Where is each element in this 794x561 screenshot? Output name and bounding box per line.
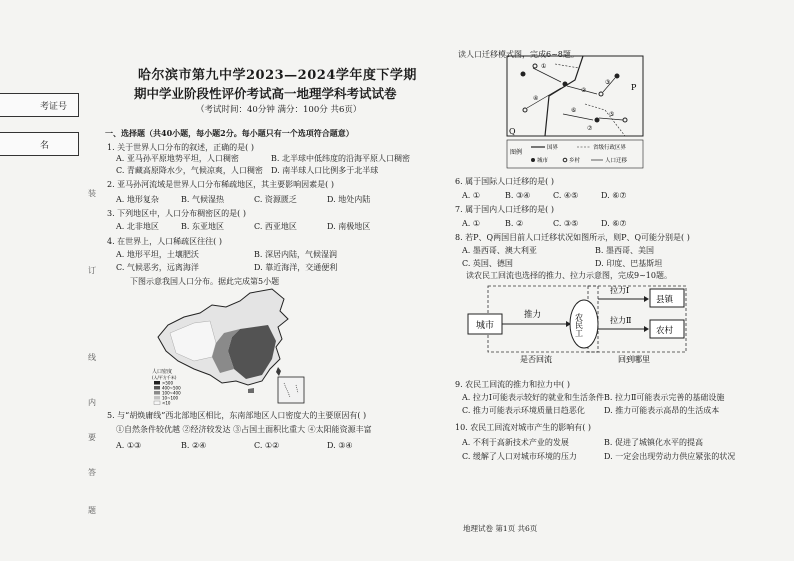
binding-margin <box>0 0 95 561</box>
push-pull-diagram <box>466 273 691 363</box>
legend-swatch-dense <box>154 381 160 385</box>
taiwan-island <box>276 367 281 376</box>
option-c: C. ③⑤ <box>553 219 579 228</box>
legend-swatch <box>154 396 160 400</box>
china-population-map <box>150 285 310 405</box>
option-d: D. ⑥⑦ <box>601 219 627 228</box>
binding-char: 要 <box>88 433 96 442</box>
flow-caption: 读农民工回流也选择的推力、拉力示意图，完成9~10题。 <box>466 271 672 280</box>
option-c: C. 气候恶劣，远离海洋 <box>116 263 199 272</box>
legend-swatch <box>154 401 160 405</box>
legend-province: 省级行政区界 <box>593 145 627 151</box>
question-stem: 8. 若P、Q两国目前人口迁移状况如图所示，则P、Q可能分别是( ) <box>455 233 690 242</box>
option-c: C. 推力可能表示环境质量日趋恶化 <box>462 406 585 415</box>
legend-item: 10~100 <box>162 395 179 401</box>
exam-title-line2: 期中学业阶段性评价考试高一地理学科考试试卷 <box>134 86 397 101</box>
option-c: C. 英国、德国 <box>462 259 513 268</box>
flow-number: ① <box>541 63 547 70</box>
map-caption: 下图示意我国人口分布。据此完成第5小题 <box>130 277 280 286</box>
binding-char: 答 <box>88 468 96 477</box>
legend-item: 400~500 <box>162 385 181 391</box>
exam-number-box[interactable] <box>0 93 79 117</box>
city-marker <box>563 82 568 87</box>
question-stem: 7. 属于国内人口迁移的是( ) <box>455 205 554 214</box>
legend-city: 城市 <box>537 158 549 164</box>
option-c: C. ①② <box>254 441 280 450</box>
question-stem: 5. 与“胡焕庸线”西北部地区相比，东南部地区人口密度大的主要原因有( ) <box>107 411 367 420</box>
farmer-label: 农民工 <box>574 313 584 337</box>
pull1-label: 拉力Ⅰ <box>610 286 630 295</box>
option-d: D. 地处内陆 <box>327 195 371 204</box>
diagram-frame <box>507 56 643 136</box>
option-b: B. 拉力Ⅱ可能表示完善的基础设施 <box>604 393 725 402</box>
option-b: B. ②④ <box>181 441 207 450</box>
village-marker <box>623 118 627 122</box>
pull1-arrowhead <box>644 296 649 302</box>
legend-village: 乡村 <box>569 158 581 164</box>
option-a: A. 地形复杂 <box>116 195 159 204</box>
option-d: D. 靠近海洋，交通便利 <box>254 263 338 272</box>
town-label: 县镇 <box>656 295 674 305</box>
country-label-q: Q <box>509 127 516 136</box>
flow-number: ⑤ <box>609 111 615 118</box>
option-d: D. 印度、巴基斯坦 <box>595 259 663 268</box>
option-d: D. 南半球人口比例多于北半球 <box>271 166 379 175</box>
option-d: D. 推力可能表示高昂的生活成本 <box>604 406 720 415</box>
legend-country: 国界 <box>547 145 559 151</box>
pull2-arrowhead <box>644 326 649 332</box>
option-b: B. 深居内陆，气候湿润 <box>254 250 337 259</box>
option-a: A. ① <box>462 191 481 200</box>
question-stem: 9. 农民工回流的推力和拉力中( ) <box>455 380 570 389</box>
option-a: A. 亚马孙平原地势平坦，人口稠密 <box>116 154 239 163</box>
legend-village-dot <box>563 158 567 162</box>
city-label: 城市 <box>476 321 495 331</box>
option-a: A. ① <box>462 219 481 228</box>
option-a: A. 北非地区 <box>116 222 159 231</box>
village-marker <box>533 64 537 68</box>
legend-item: >500 <box>162 380 173 386</box>
option-b: B. 气候湿热 <box>181 195 224 204</box>
name-label: 名 <box>40 141 50 151</box>
binding-char: 订 <box>88 266 96 275</box>
city-marker <box>615 74 620 79</box>
return-question-label: 是否回流 <box>520 355 552 363</box>
option-a: A. 墨西哥、澳大利亚 <box>462 246 537 255</box>
option-d: D. ③④ <box>327 441 353 450</box>
exam-subtitle: （考试时间：40分钟 满分：100分 共6页） <box>196 105 362 115</box>
option-d: D. 南极地区 <box>327 222 371 231</box>
option-b: B. ③④ <box>505 191 531 200</box>
hainan-island <box>248 388 254 393</box>
option-c: C. ④⑤ <box>553 191 579 200</box>
option-c: C. 缓解了人口对城市环境的压力 <box>462 452 577 461</box>
city-marker <box>595 118 600 123</box>
option-c: C. 西亚地区 <box>254 222 297 231</box>
option-d: D. 一定会出现劳动力供应紧张的状况 <box>604 452 736 461</box>
map-legend-unit: (人/平方千米) <box>152 375 177 380</box>
legend-item: 100~400 <box>162 390 181 396</box>
question-statements: ①自然条件较优越 ②经济较发达 ③占国土面积比重大 ④太阳能资源丰富 <box>116 425 372 434</box>
push-label: 推力 <box>524 310 542 320</box>
option-a: A. 拉力Ⅰ可能表示较好的就业和生活条件 <box>462 393 605 402</box>
legend-swatch <box>154 391 160 395</box>
page-footer: 地理试卷 第1页 共6页 <box>463 524 538 533</box>
option-b: B. 北半球中低纬度的沿海平原人口稠密 <box>271 154 410 163</box>
binding-char: 线 <box>88 353 96 362</box>
legend-city-dot <box>531 158 535 162</box>
flow-number: ④ <box>533 95 539 102</box>
map-legend-title: 人口密度 <box>152 369 173 375</box>
flow-number: ⑦ <box>587 125 593 132</box>
legend-swatch <box>154 386 160 390</box>
binding-char: 题 <box>88 506 96 515</box>
option-a: A. 不利于高新技术产业的发展 <box>462 438 569 447</box>
name-box[interactable] <box>0 132 79 156</box>
question-stem: 6. 属于国际人口迁移的是( ) <box>455 177 554 186</box>
option-b: B. 促进了城镇化水平的提高 <box>604 438 703 447</box>
legend-flow: 人口迁移 <box>605 158 628 164</box>
legend-item: <10 <box>162 400 171 405</box>
flow-number: ② <box>581 87 587 94</box>
city-marker <box>521 72 526 77</box>
question-stem: 4. 在世界上，人口稀疏区往往( ) <box>107 237 222 246</box>
exam-title-line1: 哈尔滨市第九中学2023—2024学年度下学期 <box>138 68 417 83</box>
option-d: D. ⑥⑦ <box>601 191 627 200</box>
question-stem: 3. 下列地区中，人口分布稠密区的是( ) <box>107 209 246 218</box>
south-sea-inset <box>278 377 304 403</box>
village-marker <box>523 108 527 112</box>
option-c: C. 资源匮乏 <box>254 195 297 204</box>
flow-number: ③ <box>605 79 611 86</box>
exam-number-label: 考证号 <box>40 102 68 112</box>
section-heading: 一、选择题（共40小题，每小题2分。每小题只有一个选项符合题意） <box>105 128 354 138</box>
option-a: A. ①③ <box>116 441 142 450</box>
question-stem: 1. 关于世界人口分布的叙述，正确的是( ) <box>107 143 254 152</box>
village-marker <box>599 92 603 96</box>
option-b: B. ② <box>505 219 524 228</box>
legend-title: 图例 <box>510 149 523 156</box>
pull2-label: 拉力Ⅱ <box>610 316 632 325</box>
option-b: B. 东亚地区 <box>181 222 224 231</box>
migration-pattern-diagram <box>505 54 645 170</box>
option-b: B. 墨西哥、美国 <box>595 246 654 255</box>
village-label: 农村 <box>656 326 674 336</box>
where-label: 回到哪里 <box>618 355 650 363</box>
diagram-caption: 读人口迁移模式图，完成6~8题。 <box>458 50 579 59</box>
option-a: A. 地形平坦，土壤肥沃 <box>116 250 199 259</box>
option-c: C. 青藏高原降水少，气候凉爽，人口稠密 <box>116 166 263 175</box>
question-stem: 10. 农民工回流对城市产生的影响有( ) <box>455 423 592 432</box>
country-label-p: P <box>631 83 637 92</box>
binding-char: 装 <box>88 189 96 198</box>
question-stem: 2. 亚马孙河流域是世界人口分布稀疏地区，其主要影响因素是( ) <box>107 180 334 189</box>
flow-number: ⑥ <box>571 107 577 114</box>
binding-char: 内 <box>88 398 96 407</box>
